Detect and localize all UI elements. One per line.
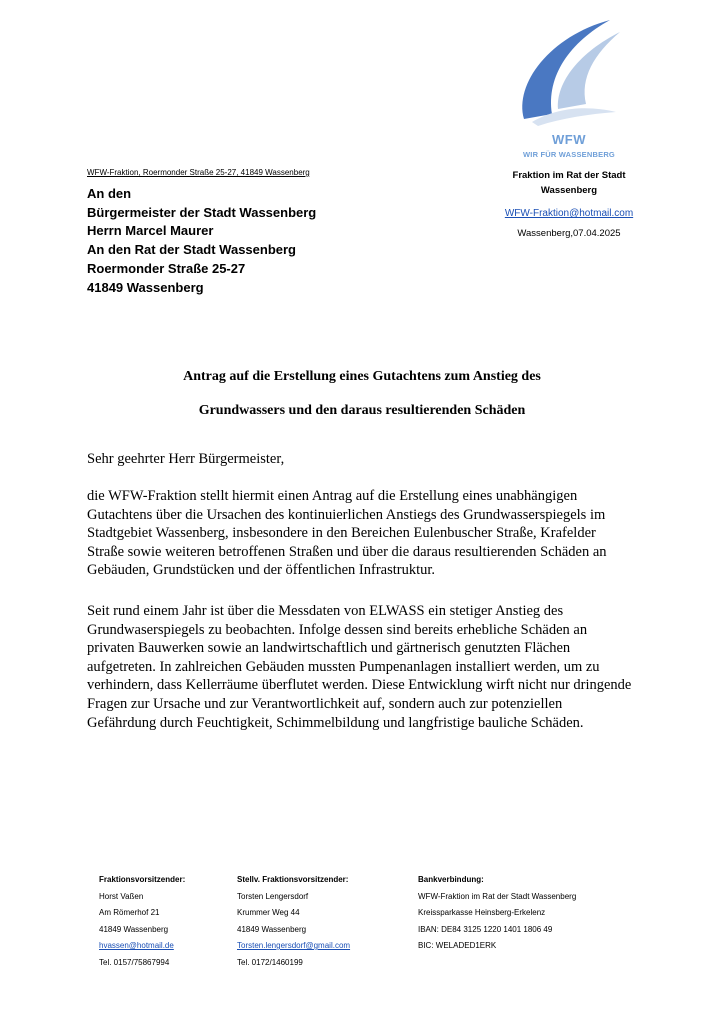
footer-phone: Tel. 0157/75867994 [99,957,170,967]
footer-iban: IBAN: DE84 3125 1220 1401 1806 49 [418,924,553,934]
subject-line: Antrag auf die Erstellung eines Gutachtens zum Anstieg des [183,369,541,384]
footer-email-link[interactable]: hvassen@hotmail.de [99,941,174,950]
letter-date: Wassenberg,07.04.2025 [517,228,621,239]
org-name-line: Wassenberg [540,185,598,196]
footer-phone: Tel. 0172/1460199 [237,957,303,967]
text-line: die WFW-Fraktion stellt hiermit einen Antrag auf die Erstellung eines unabhängigen [87,488,578,504]
recipient-line: Herrn Marcel Maurer [87,223,214,239]
recipient-line: An den [87,186,132,201]
recipient-line: Bürgermeister der Stadt Wassenberg [87,204,317,220]
org-name-line: Fraktion im Rat der Stadt [512,170,626,181]
text-line: Grundwaserspiegels zu beobachten. Infolge dessen sind bereits erhebliche Schäden an [87,621,588,638]
text-line: Gebäuden, Grundstücken und der öffentlichen Infrastruktur. [87,562,436,579]
footer-bank-name: Kreissparkasse Heinsberg-Erkelenz [418,908,546,917]
footer-deputy-contact [237,872,350,971]
footer-heading: Fraktionsvorsitzender: [99,875,186,884]
footer-bank-details [418,872,576,955]
logo-tagline: WIR FÜR WASSENBERG [523,150,615,159]
footer-email-link[interactable]: Torsten.lengersdorf@gmail.com [237,941,351,950]
text-line: Stadtgebiet Wassenberg, insbesondere in den Bereichen Eulenbuscher Straße, Krafelder [87,525,596,542]
sender-info-block [488,168,650,239]
text-line: Gefährdung durch Feuchtigkeit, Schimmelbildung und langfristige bauliche Schäden. [87,714,584,731]
text-line: Seit rund einem Jahr ist über die Messdaten von ELWASS ein stetiger Anstieg des [87,603,564,619]
recipient-line: An den Rat der Stadt Wassenberg [87,242,296,258]
footer-account-holder: WFW-Fraktion im Rat der Stadt Wassenberg [418,891,577,901]
contact-email-link[interactable]: WFW-Fraktion@hotmail.com [504,208,634,219]
letter-subject [87,369,637,419]
text-line: Gutachtens über die Ursachen des kontinuierlichen Anstiegs des Grundwasserspiegels im [87,506,606,523]
sender-address-line: WFW-Fraktion, Roermonder Straße 25-27, 41849 Wassenberg [87,168,310,177]
footer-bic: BIC: WELADED1ERK [418,941,497,950]
logo-swoosh-icon [510,14,628,132]
body-paragraph [87,487,662,580]
body-paragraph [87,602,662,732]
footer-city: 41849 Wassenberg [237,924,307,934]
logo-name: WFW [552,132,586,147]
recipient-address [87,185,316,297]
recipient-line: 41849 Wassenberg [87,279,204,295]
text-line: privaten Bauwerken sowie an landwirtschaftlich und gärtnerisch genutzten Flächen [87,640,571,657]
wfw-logo [510,14,640,159]
subject-line: Grundwassers und den daraus resultierenden Schäden [198,403,526,418]
text-line: aufgetreten. In zahlreichen Gebäuden mussten Pumpenanlagen installiert werden, um zu [87,658,600,675]
footer-city: 41849 Wassenberg [99,924,169,934]
text-line: verhindern, dass Kellerräume überflutet werden. Diese Entwicklung wirft nicht nur dringende [87,677,632,694]
footer-chair-contact [99,872,185,971]
footer-street: Am Römerhof 21 [99,908,160,917]
salutation: Sehr geehrter Herr Bürgermeister, [87,451,285,467]
text-line: Fragen zur Ursache und zur Verantwortlichkeit auf, sondern auch zur potenziellen [87,695,563,712]
footer-name: Horst Vaßen [99,891,144,901]
footer-name: Torsten Lengersdorf [237,891,309,901]
recipient-line: Roermonder Straße 25-27 [87,260,246,276]
text-line: Straße sowie weiteren betroffenen Straßen und über die daraus resultierenden Schäden an [87,543,607,560]
footer-street: Krummer Weg 44 [237,908,300,917]
footer-heading: Stellv. Fraktionsvorsitzender: [237,875,349,884]
footer-heading: Bankverbindung: [418,875,484,884]
